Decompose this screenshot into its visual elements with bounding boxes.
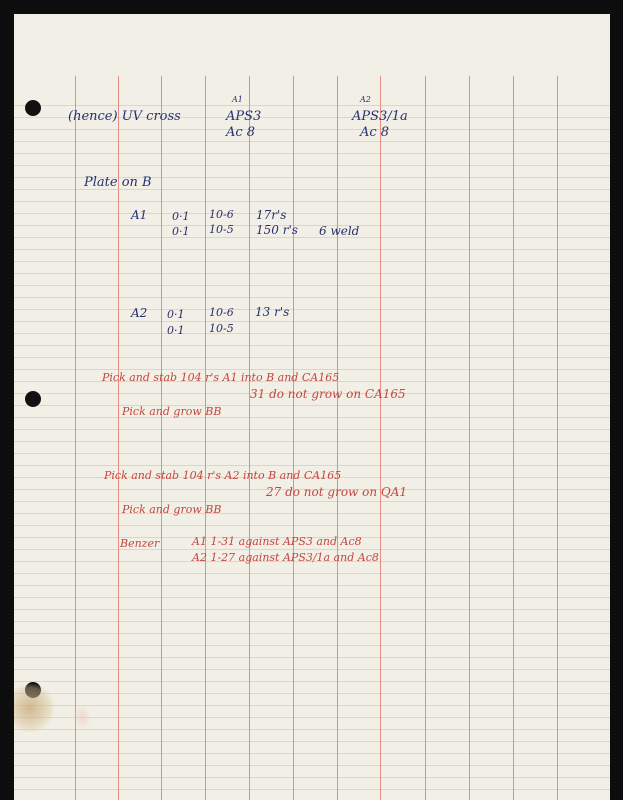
ruling-line [557, 76, 558, 800]
plate-a2-vol: 0·1 [167, 308, 185, 321]
ruling-line [513, 76, 514, 800]
plate-a1-count: 17r's [256, 208, 287, 222]
plate-a1-dil: 10-6 [209, 208, 234, 221]
col-a1-line2: Ac 8 [226, 125, 256, 140]
notes-a2-line1: Pick and stab 104 r's A2 into B and CA165 [104, 469, 342, 482]
paper-stain [72, 704, 92, 730]
plate-a1-dil: 10-5 [209, 223, 234, 236]
ruling-line [293, 76, 294, 800]
col-a1-label: A1 [232, 95, 243, 104]
col-a2-line1: APS3/1a [352, 109, 408, 124]
ruling-line [469, 76, 470, 800]
plate-heading: Plate on B [84, 175, 152, 190]
punch-hole [25, 100, 41, 116]
notes-a2-line2: 27 do not grow on QA1 [266, 485, 408, 499]
notes-a1-line3: Pick and grow BB [122, 405, 222, 418]
col-a2-line2: Ac 8 [360, 125, 390, 140]
punch-hole [25, 391, 41, 407]
notes-a1-line2: 31 do not grow on CA165 [250, 387, 406, 401]
ruling-line [337, 76, 338, 800]
ruling-line [75, 76, 76, 800]
notes-a1-line1: Pick and stab 104 r's A1 into B and CA165 [102, 371, 340, 384]
page-header-margin [14, 14, 610, 94]
plate-a1-count: 150 r's [256, 223, 298, 237]
plate-a2-vol: 0·1 [167, 324, 185, 337]
ruling-line [205, 76, 206, 800]
ruling-line [425, 76, 426, 800]
benzer-label: Benzer [120, 537, 160, 550]
notes-a2-line3: Pick and grow BB [122, 503, 222, 516]
plate-a1-note: 6 weld [319, 224, 360, 238]
notebook-page [14, 14, 610, 800]
plate-a2-count: 13 r's [255, 305, 290, 319]
benzer-row2: A2 1-27 against APS3/1a and Ac8 [192, 551, 379, 564]
plate-a1-vol: 0·1 [172, 225, 190, 238]
benzer-row1: A1 1-31 against APS3 and Ac8 [192, 535, 362, 548]
plate-a2-dil: 10-5 [209, 322, 234, 335]
ruling-line [249, 76, 250, 800]
paper-stain [14, 684, 54, 732]
plate-a2-label: A2 [131, 306, 148, 320]
cross-title: (hence) UV cross [68, 109, 181, 124]
col-a2-label: A2 [360, 95, 371, 104]
ruling-line [161, 76, 162, 800]
plate-a2-dil: 10-6 [209, 306, 234, 319]
plate-a1-vol: 0·1 [172, 210, 190, 223]
plate-a1-label: A1 [131, 208, 148, 222]
col-a1-line1: APS3 [226, 109, 262, 124]
ruling-line [380, 76, 381, 800]
